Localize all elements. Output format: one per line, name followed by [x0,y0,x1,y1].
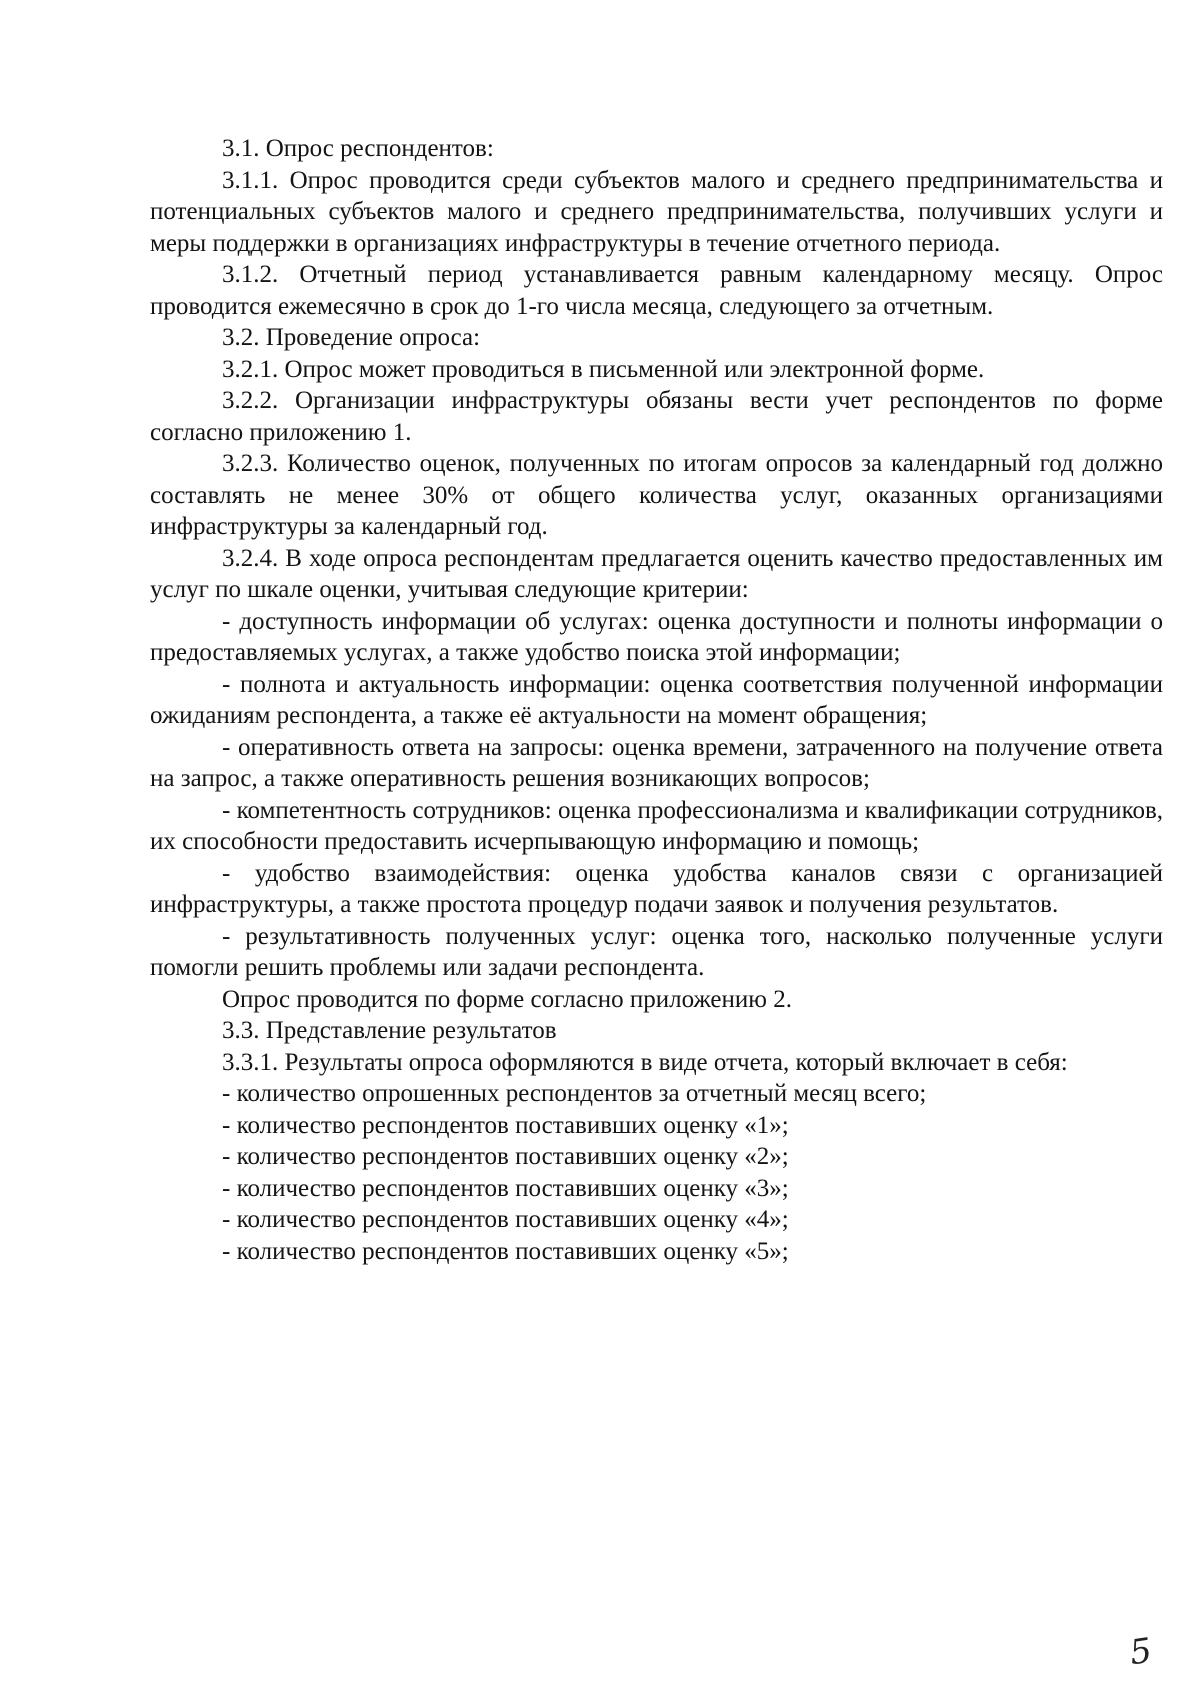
survey-form-note: Опрос проводится по форме согласно приложению 2. [222,985,792,1013]
paragraph-3-2-3: 3.2.3. Количество оценок, полученных по итогам опросов за календарный год должно составлять не менее 30% от общего количества услуг, оказанных организациями инфраструктуры за календарный год. [150,450,1163,540]
report-item: - количество опрошенных респондентов за отчетный месяц всего; [222,1080,927,1107]
paragraph-3-2-2: 3.2.2. Организации инфраструктуры обязаны вести учет респондентов по форме согласно приложению 1. [150,387,1163,446]
report-item: - количество респондентов поставивших оценку «3»; [222,1174,789,1202]
report-item: - количество респондентов поставивших оценку «5»; [222,1237,789,1265]
report-item: - количество респондентов поставивших оценку «4»; [222,1206,789,1233]
criterion-item: - оперативность ответа на запросы: оценка времени, затраченного на получение ответа на запрос, а также оперативность решения возникающих вопросов; [150,733,1163,792]
section-heading-3-3: 3.3. Представление результатов [222,1017,557,1044]
criterion-item: - удобство взаимодействия: оценка удобства каналов связи с организацией инфраструктуры, а также простота процедур подачи заявок и получения результатов. [150,859,1163,918]
criterion-item: - результативность полученных услуг: оценка того, насколько полученные услуги помогли решить проблемы или задачи респондента. [150,922,1163,981]
report-item: - количество респондентов поставивших оценку «2»; [222,1143,789,1170]
paragraph-3-3-1: 3.3.1. Результаты опроса оформляются в виде отчета, который включает в себя: [222,1048,1068,1076]
document-body [150,133,1163,1267]
paragraph-3-2-1: 3.2.1. Опрос может проводиться в письменной или электронной форме. [222,355,985,383]
section-heading-3-1: 3.1. Опрос респондентов: [222,135,494,162]
criterion-item: - доступность информации об услугах: оценка доступности и полноты информации о предоставляемых услугах, а также удобство поиска этой информации; [150,607,1163,666]
criterion-item: - полнота и актуальность информации: оценка соответствия полученной информации ожиданиям респондента, а также её актуальности на момент обращения; [150,670,1163,729]
report-item: - количество респондентов поставивших оценку «1»; [222,1111,789,1139]
paragraph-3-1-2: 3.1.2. Отчетный период устанавливается равным календарному месяцу. Опрос проводится ежемесячно в срок до 1-го числа месяца, следующего за отчетным. [150,261,1163,320]
paragraph-3-1-1: 3.1.1. Опрос проводится среди субъектов малого и среднего предпринимательства и потенциальных субъектов малого и среднего предпринимательства, получивших услуги и меры поддержки в организациях инфраструктуры в течение отчетного периода. [150,166,1163,257]
section-heading-3-2: 3.2. Проведение опроса: [222,324,481,351]
criterion-item: - компетентность сотрудников: оценка профессионализма и квалификации сотрудников, их способности предоставить исчерпывающую информацию и помощь; [150,796,1163,855]
paragraph-3-2-4: 3.2.4. В ходе опроса респондентам предлагается оценить качество предоставленных им услуг по шкале оценки, учитывая следующие критерии: [150,544,1163,603]
page-number: 5 [1127,1630,1155,1674]
